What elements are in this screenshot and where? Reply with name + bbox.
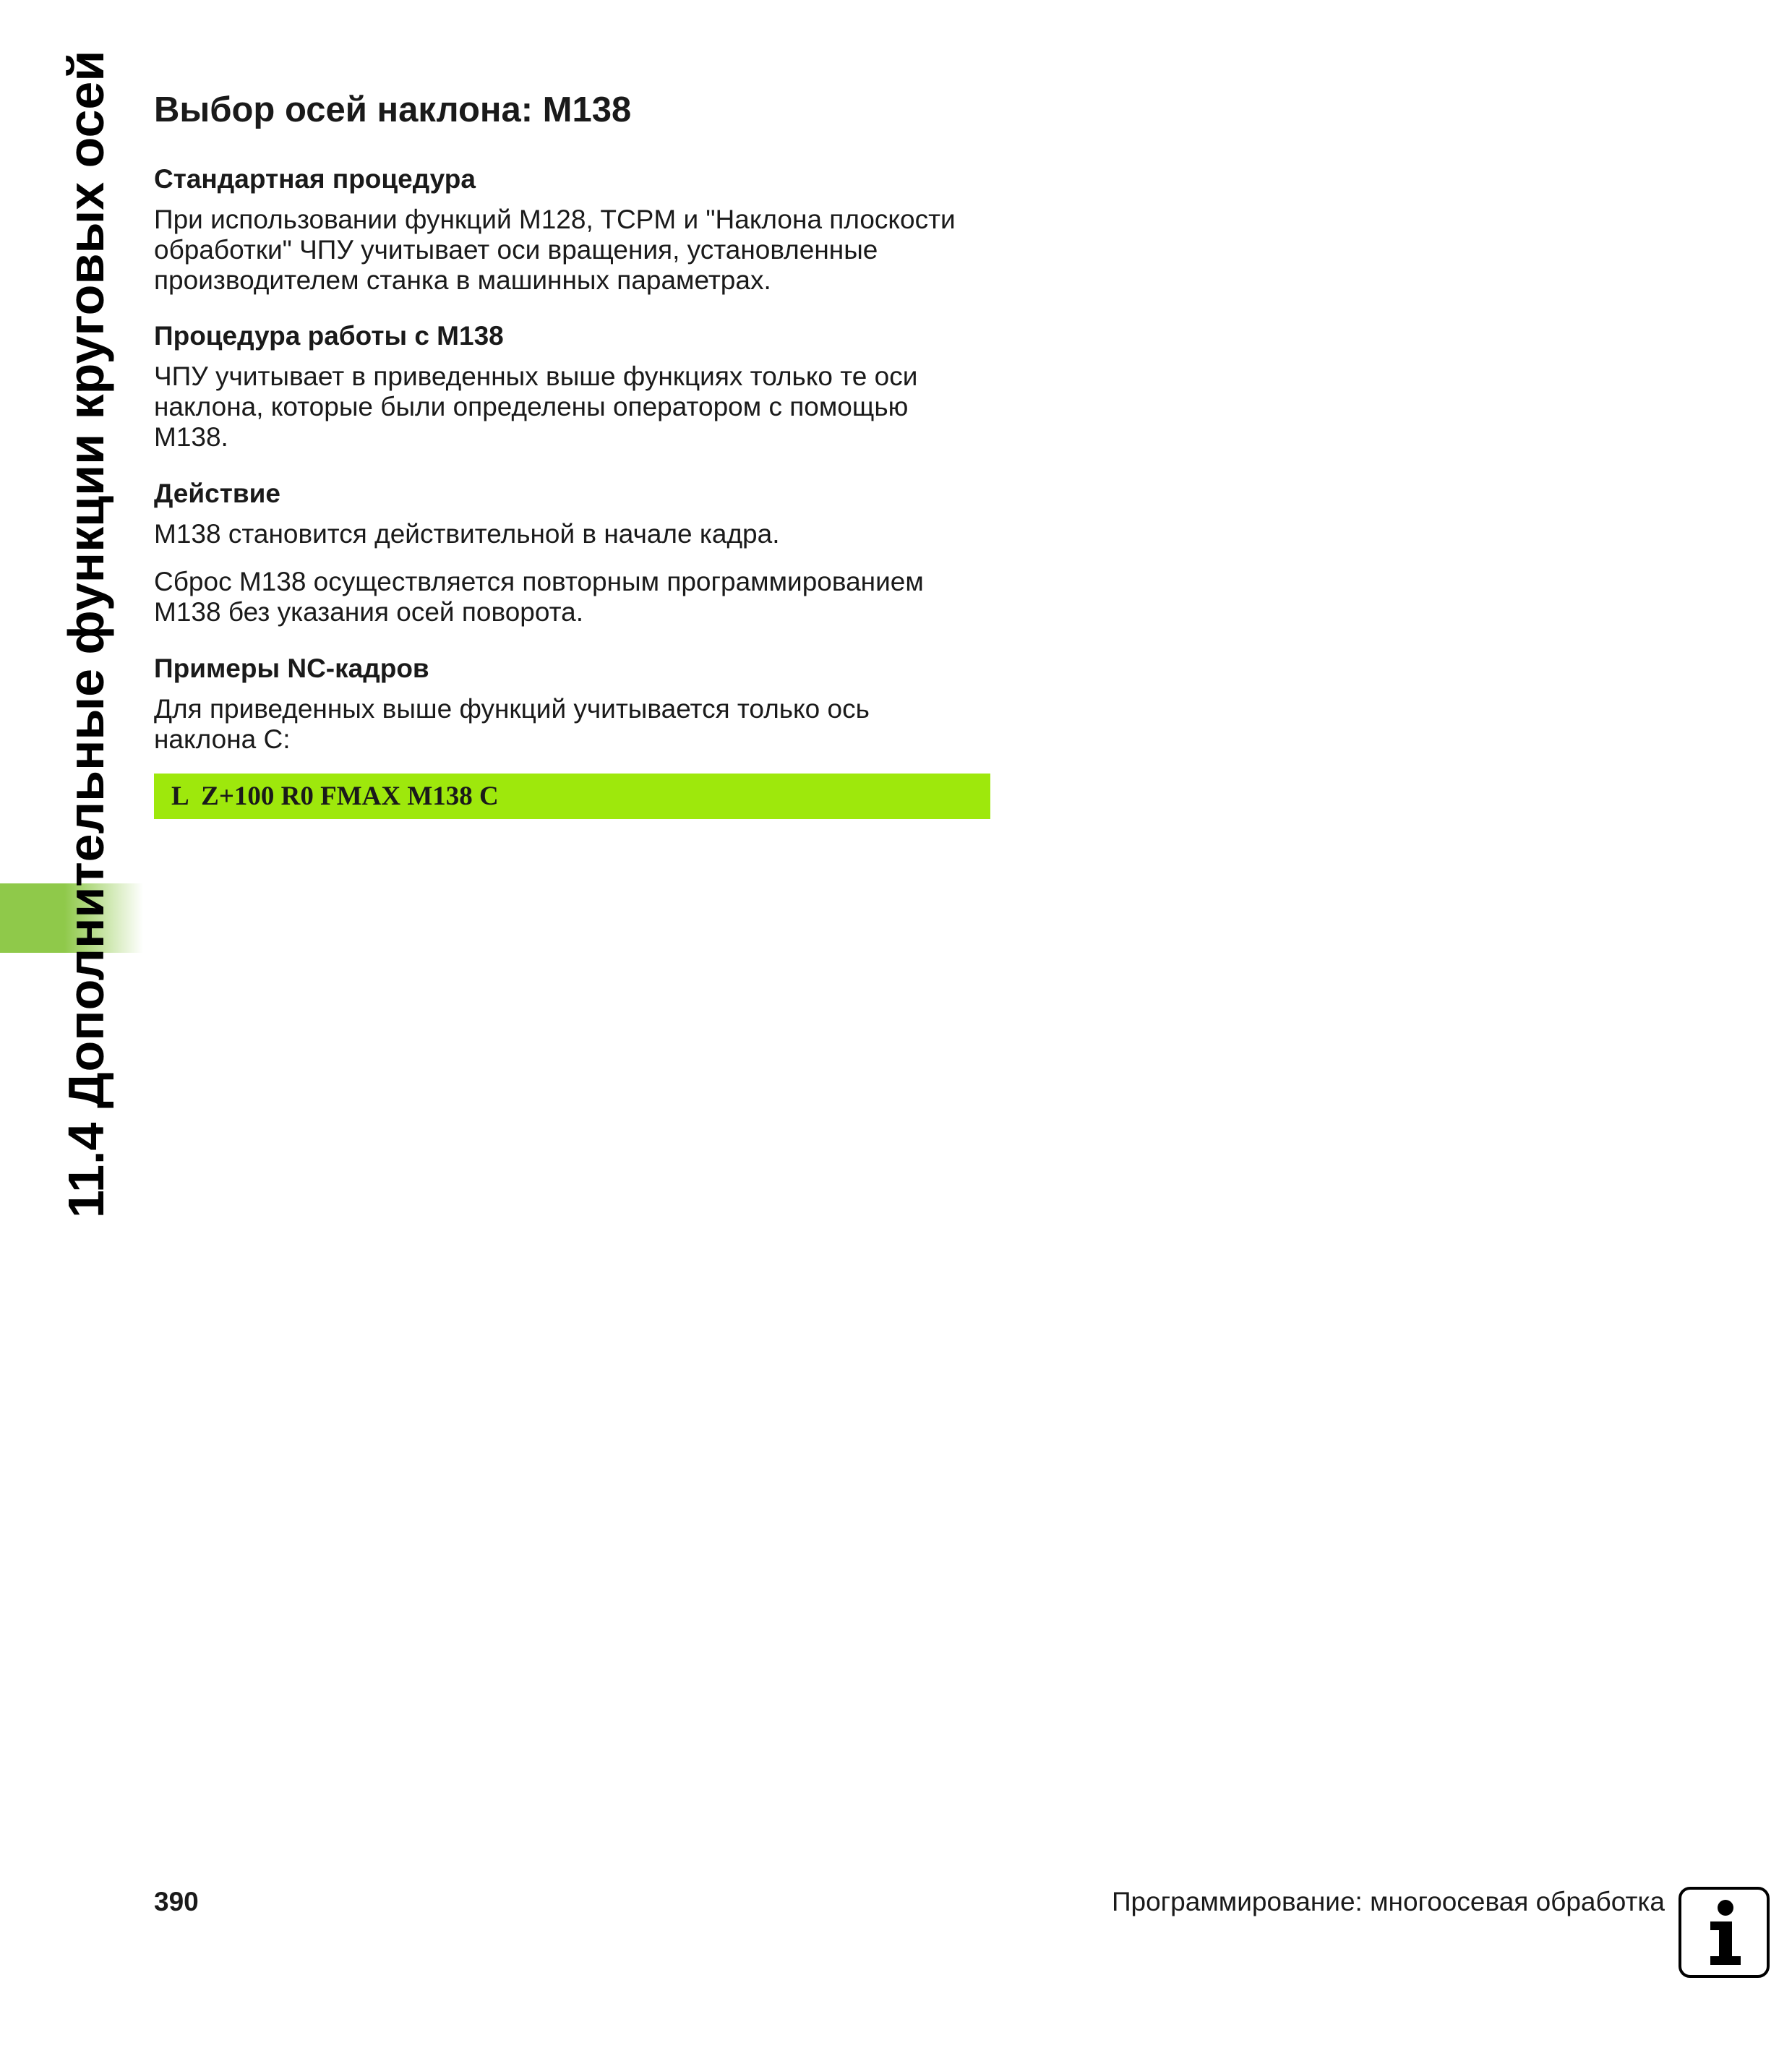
text-line: Сброс M138 осуществляется повторным программированием xyxy=(154,567,924,596)
subheading-nc-examples: Примеры NC-кадров xyxy=(154,654,429,683)
text-line: ЧПУ учитывает в приведенных выше функциях только те оси xyxy=(154,361,918,391)
text-line: При использовании функций M128, TCPM и "Наклона плоскости xyxy=(154,205,956,234)
nc-code-line: L Z+100 R0 FMAX M138 C xyxy=(171,781,499,811)
text-line: обработки" ЧПУ учитывает оси вращения, установленные xyxy=(154,235,878,265)
paragraph-action-1 xyxy=(154,519,779,549)
paragraph-m138-procedure xyxy=(154,361,917,453)
paragraph-action-2 xyxy=(154,567,924,627)
text-line: Для приведенных выше функций учитывается только ось xyxy=(154,694,870,724)
text-line: M138 становится действительной в начале кадра. xyxy=(154,519,780,549)
footer-chapter-title: Программирование: многоосевая обработка xyxy=(1111,1887,1665,1916)
subheading-m138-procedure: Процедура работы с M138 xyxy=(154,321,504,351)
text-line: наклона C: xyxy=(154,724,291,754)
text-line: производителем станка в машинных параметрах. xyxy=(154,265,771,295)
info-icon xyxy=(1679,1887,1770,1978)
text-line: M138 без указания осей поворота. xyxy=(154,597,584,627)
paragraph-nc-examples xyxy=(154,694,870,755)
subheading-standard: Стандартная процедура xyxy=(154,164,476,194)
page-number: 390 xyxy=(154,1887,199,1916)
chapter-side-title: 11.4 Дополнительные функции круговых осей xyxy=(58,50,114,1218)
paragraph-standard xyxy=(154,205,956,296)
section-title: Выбор осей наклона: M138 xyxy=(154,90,632,129)
text-line: M138. xyxy=(154,422,228,452)
text-line: наклона, которые были определены оператором с помощью xyxy=(154,392,909,421)
subheading-action: Действие xyxy=(154,479,280,508)
nc-code-block xyxy=(154,774,990,819)
